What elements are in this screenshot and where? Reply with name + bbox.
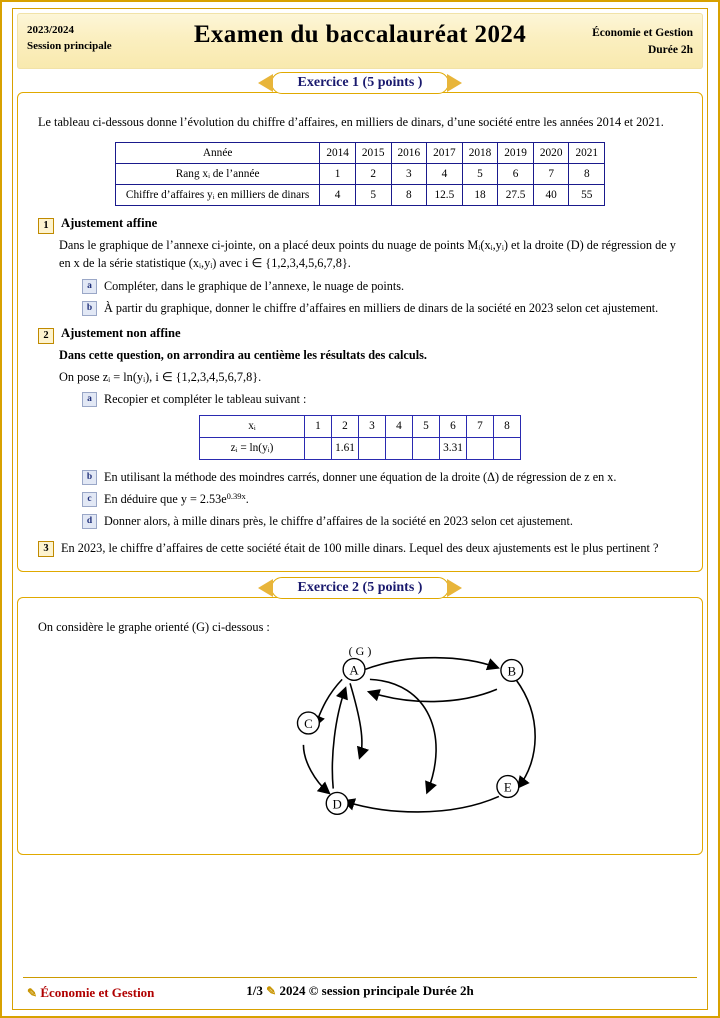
cell-year: 2018 (462, 143, 498, 164)
question-1a (82, 277, 688, 295)
cell-x: 1 (305, 415, 332, 437)
question-1b (82, 299, 688, 317)
exercise1-intro: Le tableau ci-dessous donne l’évolution du chiffre d’affaires, en milliers de dinars, d’une société entre les années 2014 et 2021. (38, 115, 664, 129)
question-3-row (38, 539, 688, 557)
question-2c-text (104, 490, 249, 508)
question-2c-exponent: 0.39x (226, 490, 246, 501)
edge-a-b (365, 658, 497, 670)
sub-letter-d: d (82, 514, 97, 529)
cell-rank: 6 (498, 164, 534, 185)
cell-value: 8 (391, 185, 427, 206)
cell-year: 2014 (320, 143, 356, 164)
node-b-label: B (507, 664, 517, 679)
header-right-block (592, 25, 693, 60)
cell-rank: 2 (355, 164, 391, 185)
question-3-text: En 2023, le chiffre d’affaires de cette société était de 100 mille dinars. Lequel des deux ajustements est le plus pertinent ? (61, 540, 659, 555)
cell-value: 40 (533, 185, 569, 206)
cell-rank: 5 (462, 164, 498, 185)
table-row (200, 415, 521, 437)
footer-year: 2024 (279, 983, 306, 998)
table-row (115, 164, 604, 185)
row-label-rang: Rang xᵢ de l’année (115, 164, 319, 185)
cell-z: 1.61 (332, 437, 359, 459)
exercise2-intro: On considère le graphe orienté (G) ci-dessous : (38, 620, 270, 635)
cell-x: 7 (467, 415, 494, 437)
cell-year: 2015 (355, 143, 391, 164)
question-2-number: 2 (38, 328, 54, 344)
footer-duration: Durée 2h (422, 983, 474, 998)
cell-rank: 4 (427, 164, 463, 185)
edge-d-a (332, 689, 345, 788)
cell-rank: 7 (533, 164, 569, 185)
question-1a-text: Compléter, dans le graphique de l’annexe, le nuage de points. (104, 278, 405, 293)
edge-c-d (303, 745, 328, 793)
question-2c-main: En déduire que y = 2.53e (104, 491, 227, 506)
exercise2-box (17, 597, 703, 855)
exercise1-box (17, 92, 703, 572)
node-d-label: D (332, 797, 342, 812)
header-session: Session principale (27, 39, 112, 52)
cell-x: 6 (440, 415, 467, 437)
row-label-chiffre: Chiffre d’affaires yᵢ en milliers de dinars (115, 185, 319, 206)
cell-rank: 1 (320, 164, 356, 185)
footer-session: session principale (321, 983, 420, 998)
cell-year: 2021 (569, 143, 605, 164)
exercise1-banner: Exercice 1 (5 points ) (271, 72, 450, 94)
node-e-label: E (503, 780, 512, 795)
oriented-graph (18, 598, 702, 854)
cell-value: 55 (569, 185, 605, 206)
z-table (199, 415, 521, 460)
sub-letter-b: b (82, 301, 97, 316)
question-2c (82, 490, 688, 508)
cell-z (494, 437, 521, 459)
cell-year: 2019 (498, 143, 534, 164)
question-2-pose: On pose zᵢ = ln(yᵢ), i ∈ {1,2,3,4,5,6,7,8}. (59, 369, 262, 384)
footer-left (27, 985, 154, 1001)
sub-letter-a: a (82, 392, 97, 407)
question-2d-text: Donner alors, à mille dinars près, le chiffre d’affaires de la société en 2023 selon cet ajustement. (104, 514, 573, 529)
cell-z (467, 437, 494, 459)
page-title: Examen du baccalauréat 2024 (193, 21, 527, 48)
sub-letter-a: a (82, 279, 97, 294)
header-branch: Économie et Gestion (592, 27, 693, 39)
header-duration: Durée 2h (647, 44, 693, 57)
pen-icon: ✎ (27, 986, 38, 1000)
exercise2-banner: Exercice 2 (5 points ) (271, 577, 450, 599)
exercise1-banner-wrap (13, 72, 707, 92)
question-1-text: Dans le graphique de l’annexe ci-jointe, on a placé deux points du nuage de points Mᵢ(xᵢ,yᵢ) et la droite (D) de régression de y en x de la série statistique (xᵢ,yᵢ) avec i ∈ {1,2,3,4,5,6,7,8}. (59, 238, 676, 271)
cell-z (413, 437, 440, 459)
question-2d (82, 512, 688, 530)
cell-z (359, 437, 386, 459)
cell-z: 3.31 (440, 437, 467, 459)
page-inner-border (12, 8, 708, 1010)
edge-b-a (370, 689, 497, 701)
cell-value: 12.5 (427, 185, 463, 206)
graph-nodes (297, 659, 522, 815)
node-a-label: A (349, 663, 359, 678)
question-2-title: Ajustement non affine (61, 325, 181, 340)
row-label-annee: Année (115, 143, 319, 164)
question-3-number: 3 (38, 541, 54, 557)
cell-year: 2020 (533, 143, 569, 164)
cell-value: 18 (462, 185, 498, 206)
cell-x: 2 (332, 415, 359, 437)
sub-letter-c: c (82, 492, 97, 507)
node-c-label: C (304, 717, 313, 732)
question-2-note: Dans cette question, on arrondira au centième les résultats des calculs. (59, 347, 427, 362)
question-1-number: 1 (38, 218, 54, 234)
question-2a-text: Recopier et compléter le tableau suivant : (104, 392, 307, 407)
page-footer (23, 977, 697, 999)
cell-value: 5 (355, 185, 391, 206)
table-row (200, 437, 521, 459)
edge-a-d-inner (350, 683, 362, 756)
question-2c-end: . (245, 491, 249, 506)
table-row (115, 185, 604, 206)
footer-copyright: © (308, 983, 319, 998)
z-row1-label: xᵢ (200, 415, 305, 437)
question-2a (82, 390, 688, 408)
pen-icon-2: ✎ (266, 984, 277, 998)
question-2b-text: En utilisant la méthode des moindres carrés, donner une équation de la droite (Δ) de régression de z en x. (104, 469, 617, 484)
cell-rank: 8 (569, 164, 605, 185)
question-2b (82, 468, 688, 486)
cell-x: 8 (494, 415, 521, 437)
cell-rank: 3 (391, 164, 427, 185)
footer-subject: Économie et Gestion (40, 985, 155, 1000)
sub-letter-b: b (82, 470, 97, 485)
footer-page-number: 1/3 (246, 983, 263, 998)
edge-e-d (345, 796, 499, 812)
cell-z (386, 437, 413, 459)
cell-x: 5 (413, 415, 440, 437)
edge-b-e (516, 679, 535, 786)
cell-x: 4 (386, 415, 413, 437)
question-1b-text: À partir du graphique, donner le chiffre d’affaires en milliers de dinars de la société en 2023 selon cet ajustement. (104, 301, 659, 316)
question-1-row (38, 216, 688, 234)
edge-a-e-curve (370, 679, 436, 791)
cell-year: 2017 (427, 143, 463, 164)
cell-x: 3 (359, 415, 386, 437)
cell-value: 4 (320, 185, 356, 206)
cell-value: 27.5 (498, 185, 534, 206)
cell-year: 2016 (391, 143, 427, 164)
graph-label: ( G ) (348, 644, 372, 659)
header-year: 2023/2024 (27, 24, 75, 36)
evolution-table (115, 142, 605, 206)
exercise2-banner-wrap (13, 577, 707, 597)
table-row (115, 143, 604, 164)
page-header (17, 13, 703, 69)
cell-z (305, 437, 332, 459)
z-row2-label: zᵢ = ln(yᵢ) (200, 437, 305, 459)
question-1-title: Ajustement affine (61, 216, 158, 231)
question-2-row (38, 326, 688, 344)
